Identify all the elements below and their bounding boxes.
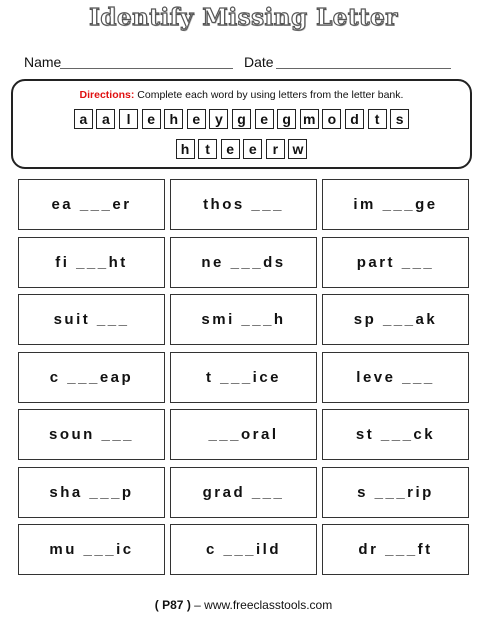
word-box[interactable]: mu ___ic [18, 524, 165, 575]
word-box[interactable]: sha ___p [18, 467, 165, 518]
name-label: Name [24, 54, 62, 70]
letter-tile: e [221, 139, 240, 159]
letter-tile: t [198, 139, 217, 159]
word-box[interactable]: fi ___ht [18, 237, 165, 288]
letter-tile: e [187, 109, 206, 129]
word-box[interactable]: c ___ild [170, 524, 317, 575]
date-label: Date [244, 54, 274, 70]
letter-tile: s [390, 109, 409, 129]
directions-label: Directions: [79, 89, 135, 101]
footer-website: – www.freeclasstools.com [190, 598, 333, 612]
letter-tile: w [288, 139, 307, 159]
word-box[interactable]: s ___rip [322, 467, 469, 518]
directions-text: Complete each word by using letters from the letter bank. [134, 89, 404, 101]
name-line[interactable] [60, 68, 233, 69]
word-box[interactable]: st ___ck [322, 409, 469, 460]
word-box[interactable]: ea ___er [18, 179, 165, 230]
word-box[interactable]: c ___eap [18, 352, 165, 403]
letter-tile: a [96, 109, 115, 129]
letter-tile: y [209, 109, 228, 129]
word-box[interactable]: dr ___ft [322, 524, 469, 575]
word-box[interactable]: sp ___ak [322, 294, 469, 345]
page-code: ( P87 ) [154, 598, 191, 612]
word-box[interactable]: t ___ice [170, 352, 317, 403]
letter-tile: h [164, 109, 183, 129]
word-box[interactable]: im ___ge [322, 179, 469, 230]
letter-tile: t [368, 109, 387, 129]
letter-tile: g [232, 109, 251, 129]
word-box[interactable]: ___oral [170, 409, 317, 460]
letter-bank-row-1 [13, 109, 470, 129]
word-box[interactable]: part ___ [322, 237, 469, 288]
letter-tile: e [142, 109, 161, 129]
letter-bank [11, 79, 472, 169]
letter-bank-row-2 [13, 139, 470, 159]
letter-tile: o [322, 109, 341, 129]
footer [0, 598, 487, 612]
word-box[interactable]: soun ___ [18, 409, 165, 460]
worksheet-title: Identify Missing Letter [89, 4, 398, 31]
letter-tile: d [345, 109, 364, 129]
letter-tile: h [176, 139, 195, 159]
word-box[interactable]: suit ___ [18, 294, 165, 345]
letter-tile: g [277, 109, 296, 129]
word-box[interactable]: grad ___ [170, 467, 317, 518]
word-box[interactable]: smi ___h [170, 294, 317, 345]
directions [13, 89, 470, 101]
letter-tile: r [266, 139, 285, 159]
letter-tile: e [243, 139, 262, 159]
word-box[interactable]: leve ___ [322, 352, 469, 403]
word-box[interactable]: ne ___ds [170, 237, 317, 288]
letter-tile: a [74, 109, 93, 129]
letter-tile: m [300, 109, 319, 129]
letter-tile: e [255, 109, 274, 129]
date-line[interactable] [276, 68, 451, 69]
letter-tile: l [119, 109, 138, 129]
word-box[interactable]: thos ___ [170, 179, 317, 230]
